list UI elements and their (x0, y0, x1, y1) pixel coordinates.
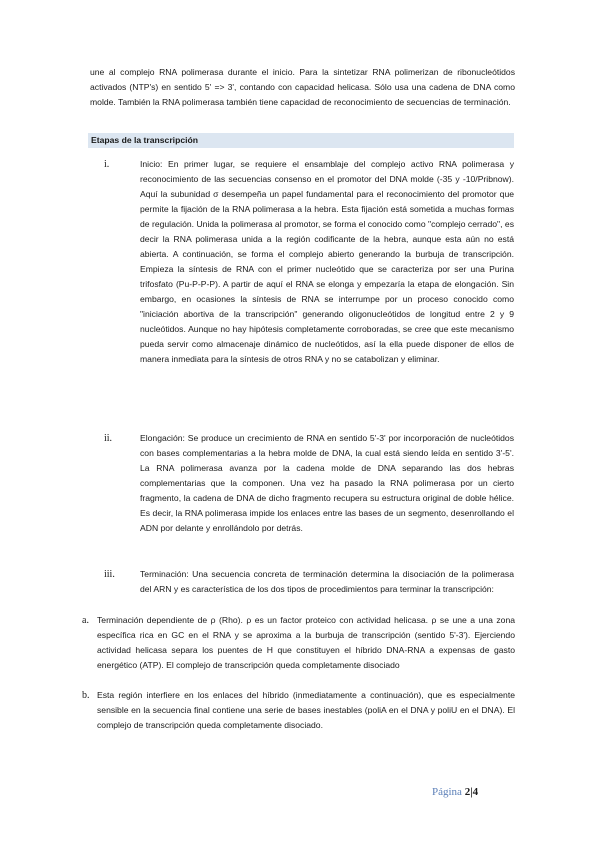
termination-letter: b. (82, 690, 90, 701)
section-heading: Etapas de la transcripción (91, 135, 198, 145)
termination-text: Terminación dependiente de ρ (Rho). ρ es un factor proteico con actividad helicasa. ρ se une a una zona específica rica en GC en el RNA y se aproxima a la burbuja de transcripción (sentido 5'-3'). Ejerciendo actividad helicasa separa los puentes de H que constituyen el híbrido DNA-RNA a expensas de gasto energético (ATP). El complejo de transcripción queda completamente disociado (97, 615, 515, 670)
termination-text: Esta región interfiere en los enlaces del híbrido (inmediatamente a continuación), que es especialmente sensible en la secuencia final contiene una serie de bases inestables (poliA en el DNA y poliU en el DNA). El complejo de transcripción queda completamente disociado. (97, 690, 515, 730)
stage-numeral: ii. (104, 433, 113, 444)
termination-letter: a. (82, 615, 89, 626)
footer-total-pages: 4 (472, 786, 479, 798)
stage-text: Elongación: Se produce un crecimiento de RNA en sentido 5'-3' por incorporación de nucleótidos con bases complementarias a la hebra molde de DNA, la cual está siendo leída en sentido 3'-5'. La RNA polimerasa avanza por la cadena molde de DNA separando las dos hebras complementarias que la componen. Una vez ha pasado la RNA polimerasa por un cierto fragmento, la cadena de DNA de dicho fragmento recupera su estructura original de doble hélice. Es decir, la RNA polimerasa impide los enlaces entre las bases de un segmento, desenrollando el ADN por delante y enrollándolo por detrás. (140, 433, 514, 533)
footer-page-word: Página (432, 786, 462, 798)
stage-numeral: iii. (104, 569, 115, 580)
footer-separator: | (470, 786, 473, 798)
intro-paragraph: une al complejo RNA polimerasa durante el inicio. Para la sintetizar RNA polimerizan de ribonucleótidos activados (NTP's) en sentido 5' => 3', contando con capacidad helicasa. Sólo usa una cadena de DNA como molde. También la RNA polimerasa también tiene capacidad de reconocimiento de secuencias de terminación. (90, 67, 515, 107)
stage-text: Inicio: En primer lugar, se requiere el ensamblaje del complejo activo RNA polimerasa y reconocimiento de las secuencias consenso en el promotor del DNA molde (-35 y -10/Pribnow). Aquí la subunidad σ desempeña un papel fundamental para el reconocimiento del promotor que permite la fijación de la RNA polimerasa a la hebra. Esta fijación está sometida a muchas formas de regulación. Unida la polimerasa al promotor, se forma el conocido como "complejo cerrado", es decir la RNA polimerasa unida a la región codificante de la hebra, aunque esta aún no está abierta. A continuación, se forma el complejo abierto generando la burbuja de transcripción. Empieza la síntesis de RNA con el primer nucleótido que se caracteriza por ser una Purina trifosfato (Pu-P-P-P). A partir de aquí el RNA se elonga y empezaría la etapa de elongación. Sin embargo, en ocasiones la síntesis de RNA se interrumpe por un proceso conocido como "iniciación abortiva de la transcripción" generando oligonucleótidos de longitud entre 2 y 9 nucleótidos. Aunque no hay hipótesis completamente corroboradas, se cree que este mecanismo pueda servir como almacenaje dinámico de nucleótidos, así la ella puede disponer de ellos de manera inmediata para la síntesis de otros RNA y no se catabolizan y eliminar. (140, 159, 514, 364)
stage-text: Terminación: Una secuencia concreta de terminación determina la disociación de la polimerasa del ARN y es característica de los dos tipos de procedimientos para terminar la transcripción: (140, 569, 514, 594)
stage-numeral: i. (104, 159, 110, 170)
page-footer (432, 786, 478, 798)
footer-page-number: 2 (464, 786, 471, 798)
